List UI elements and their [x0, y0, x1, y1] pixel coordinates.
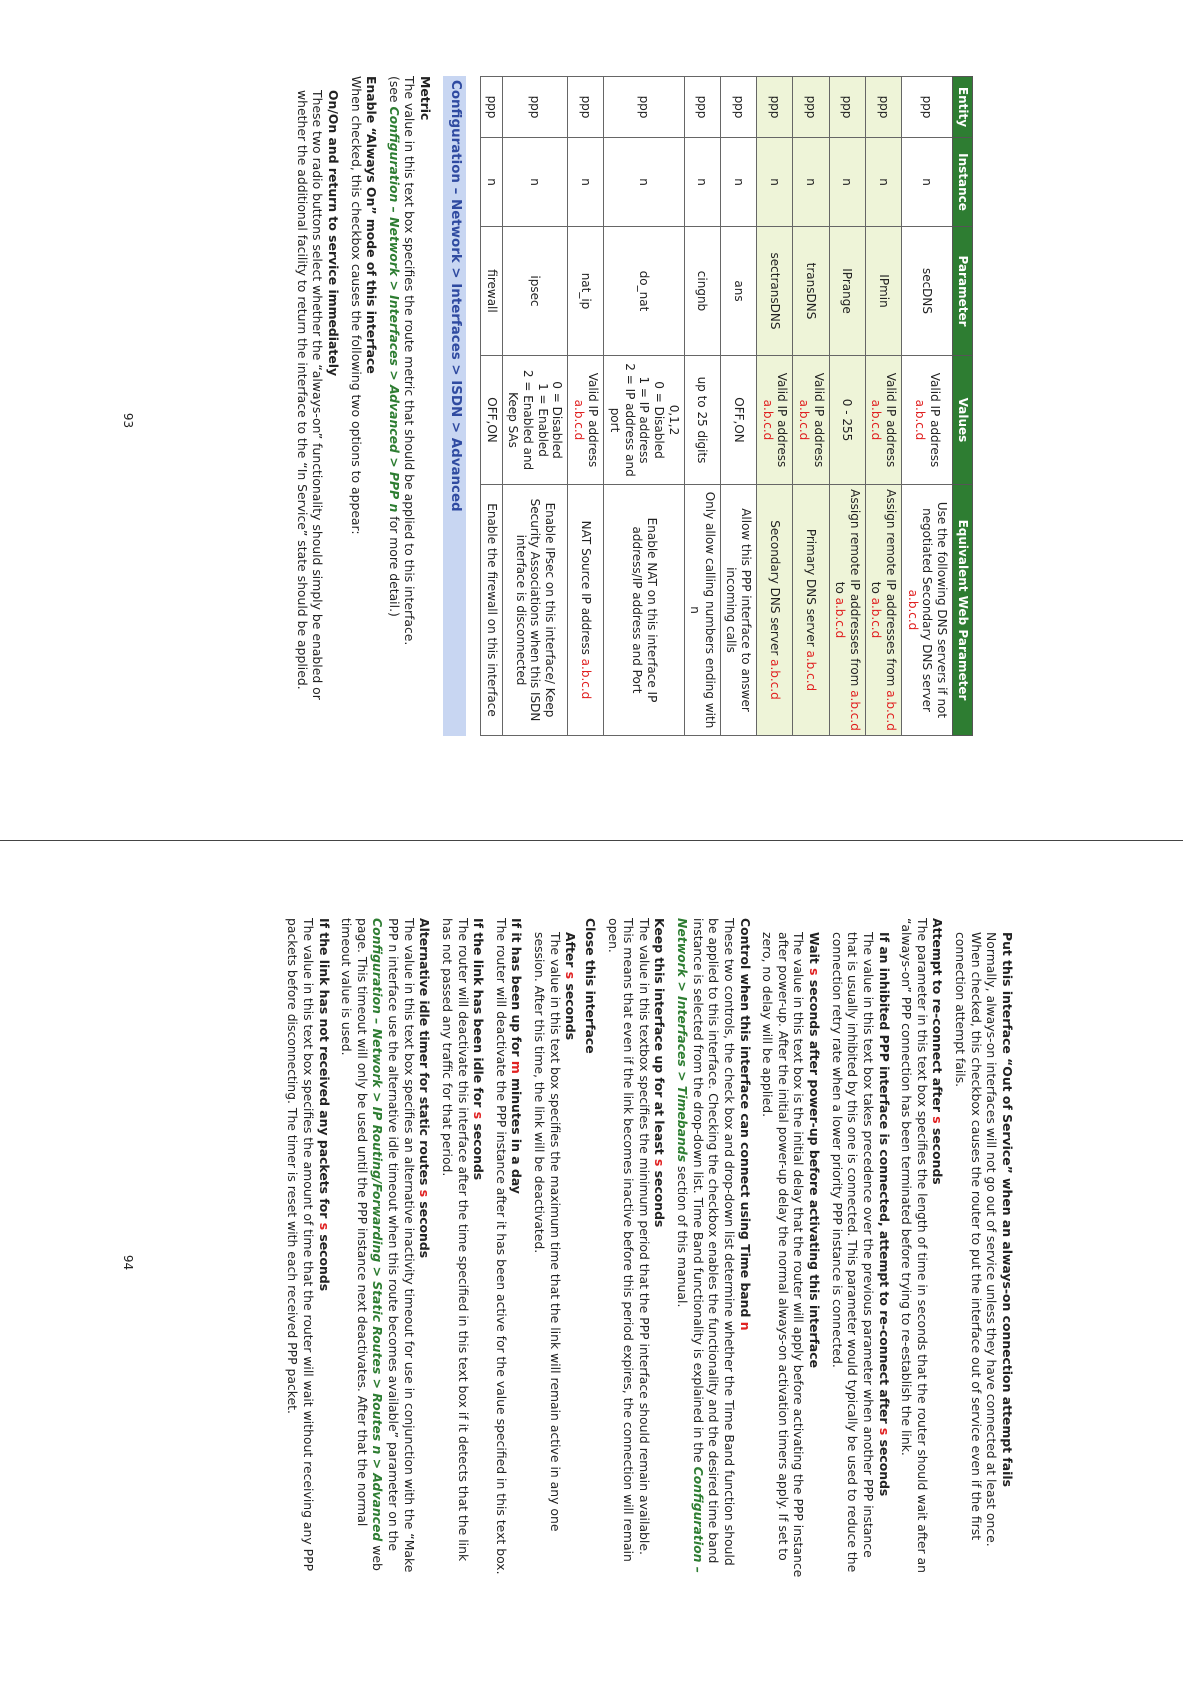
after-text: The value in this text box specifies the maximum time that the link will remain active in any one session. After this time, the link will be deactivated. — [532, 932, 563, 1532]
page-number-94: 94 — [121, 1254, 135, 1271]
always-on-heading: Enable “Always On” mode of this interface — [364, 76, 380, 374]
keepup-text: The value in this textbox specifies the minimum period that the PPP interface should remain available. This means that even if the link becomes inactive before this period expires, the connection will remain open. — [605, 918, 652, 1562]
cell-parameter: transDNS — [793, 227, 829, 356]
cell-instance: n — [502, 138, 568, 227]
idle-heading: If the link has been idle for s seconds — [471, 918, 487, 1181]
wait-text: The value in this text box is the initial delay that the router will apply before activating the PPP instance after power-up. After the initial power-up delay the normal always-on activation timers apply. If set to zero, no delay will be applied. — [760, 932, 807, 1578]
cell-parameter: sectransDNS — [757, 227, 793, 356]
table-row — [829, 77, 865, 736]
cell-entity: ppp — [829, 77, 865, 138]
cell-entity: ppp — [568, 77, 604, 138]
page-94 — [0, 842, 1183, 1683]
cell-values: 0,1,2 0 = Disabled 1 = IP address 2 = IP address and port — [604, 356, 684, 485]
metric-heading: Metric — [418, 76, 434, 121]
header-values: Values — [952, 356, 972, 485]
cell-parameter: IPrange — [829, 227, 865, 356]
cell-web-parameter: Enable the firewall on this interface — [481, 485, 503, 736]
cell-instance: n — [604, 138, 684, 227]
cell-entity: ppp — [502, 77, 568, 138]
cell-parameter: cingnb — [684, 227, 720, 356]
cell-values: Valid IP address a.b.c.d — [757, 356, 793, 485]
oos-text: Normally, always-on interfaces will not go out of service unless they have connected at least once. When checked, this checkbox causes the router to put the interface out of service even if the first connection attempt fails. — [953, 932, 1000, 1547]
cell-parameter: ipsec — [502, 227, 568, 356]
after-heading: After s seconds — [563, 932, 579, 1041]
cell-web-parameter: Assign remote IP addresses from a.b.c.d to a.b.c.d — [865, 485, 901, 736]
norecv-heading: If the link has not received any packets for s seconds — [316, 918, 332, 1292]
cell-instance: n — [568, 138, 604, 227]
always-on-text: When checked, this checkbox causes the following two options to appear: — [348, 76, 364, 535]
cell-entity: ppp — [604, 77, 684, 138]
section-title: Configuration – Network > Interfaces > ISDN > Advanced — [443, 76, 466, 736]
upfor-text: The router will deactivate the PPP instance after it has been active for the value specified in this text box. — [493, 918, 509, 1575]
parameter-table — [480, 76, 973, 736]
cell-web-parameter: Secondary DNS server a.b.c.d — [757, 485, 793, 736]
metric-link[interactable]: Configuration – Network > Interfaces > Advanced > PPP n — [386, 106, 402, 513]
onon-heading: On/On and return to service immediately — [326, 90, 341, 377]
alt-heading: Alternative idle timer for static routes s seconds — [417, 918, 433, 1259]
page-number-93: 93 — [121, 412, 135, 429]
cell-web-parameter: Primary DNS server a.b.c.d — [793, 485, 829, 736]
cell-web-parameter: Enable NAT on this interface IP address/IP address and Port — [604, 485, 684, 736]
cell-values: OFF,ON — [481, 356, 503, 485]
cell-parameter: nat_ip — [568, 227, 604, 356]
cell-web-parameter: Enable IPsec on this interface/ Keep Security Associations when this ISDN interface is disconnected — [502, 485, 568, 736]
table-row — [720, 77, 756, 736]
inhibited-text: The value in this text box takes precedence over the previous parameter when another PPP instance that is usually inhibited by this one is connected. This parameter would typically be used to reduce the connection retry rate when a lower priority PPP instance is connected. — [829, 932, 876, 1573]
table-row — [568, 77, 604, 736]
cell-values: Valid IP address a.b.c.d — [902, 356, 953, 485]
cell-instance: n — [865, 138, 901, 227]
cell-values: 0 - 255 — [829, 356, 865, 485]
cell-entity: ppp — [865, 77, 901, 138]
cell-parameter: firewall — [481, 227, 503, 356]
cell-instance: n — [829, 138, 865, 227]
cell-parameter: ans — [720, 227, 756, 356]
cell-values: up to 25 digits — [684, 356, 720, 485]
cell-entity: ppp — [684, 77, 720, 138]
table-row — [865, 77, 901, 736]
alt-text: The value in this text box specifies an alternative inactivity timeout for use in conjunction with the “Make PPP n interface use the alternative idle timeout when this route becomes available” parameter on the Configuration – Network > IP Routing/Forwarding > Static Routes > Routes n > Advanced web page. This timeout will only be used until the PPP instance next deactivates. After that the normal timeout value is used. — [339, 918, 417, 1573]
header-instance: Instance — [952, 138, 972, 227]
norecv-text: The value in this text box specifies the amount of time that the router will wait without receiving any PPP packets before disconnecting. The timer is reset with each received PPP packet. — [285, 918, 316, 1572]
reconnect-text: The parameter in this text box specifies the length of time in seconds that the router should wait after an “always-on” PPP connection has been terminated before trying to re-establish the link. — [899, 918, 930, 1574]
table-row — [481, 77, 503, 736]
cell-entity: ppp — [757, 77, 793, 138]
cell-instance: n — [757, 138, 793, 227]
cell-instance: n — [902, 138, 953, 227]
cell-web-parameter: Assign remote IP addresses from a.b.c.d to a.b.c.d — [829, 485, 865, 736]
alt-link[interactable]: Configuration – Network > IP Routing/Forwarding > Static Routes > Routes n > Advanced — [370, 918, 386, 1542]
reconnect-heading: Attempt to re-connect after s seconds — [930, 918, 946, 1185]
page-93 — [0, 0, 1183, 841]
header-parameter: Parameter — [952, 227, 972, 356]
onon-text: These two radio buttons select whether the “always-on” functionality should simply be enabled or whether the additional facility to return the interface to the “In Service” state should be applied. — [294, 90, 326, 700]
table-header-row — [952, 77, 972, 736]
cell-web-parameter: Only allow calling numbers ending with n — [684, 485, 720, 736]
cell-instance: n — [684, 138, 720, 227]
cell-values: OFF,ON — [720, 356, 756, 485]
keepup-heading: Keep this interface up for at least s seconds — [652, 918, 668, 1228]
cell-entity: ppp — [902, 77, 953, 138]
cell-values: Valid IP address a.b.c.d — [793, 356, 829, 485]
cell-parameter: do_nat — [604, 227, 684, 356]
timeband-text: These two controls, the check box and drop-down list determine whether the Time Band function should be applied to this interface. Checking the checkbox enables the functionality and the desired time band instance is selected from the drop-down list. Time Band functionality is explained in the Configuration – Network > Interfaces > Timebands section of this manual. — [675, 918, 737, 1573]
table-row — [793, 77, 829, 736]
table-row — [757, 77, 793, 736]
metric-text: The value in this text box specifies the route metric that should be applied to this interface. (see Configuration – Network > Interfaces > Advanced > PPP n for more detail.) — [386, 76, 418, 646]
table-row — [502, 77, 568, 736]
header-web-parameter: Equivalent Web Parameter — [952, 485, 972, 736]
oos-heading: Put this interface “Out of Service” when an always-on connection attempt fails — [1000, 932, 1015, 1487]
table-row — [684, 77, 720, 736]
cell-entity: ppp — [793, 77, 829, 138]
cell-web-parameter: Allow this PPP interface to answer incoming calls — [720, 485, 756, 736]
header-entity: Entity — [952, 77, 972, 138]
close-heading: Close this interface — [583, 918, 598, 1054]
cell-entity: ppp — [481, 77, 503, 138]
page-divider — [0, 840, 1183, 841]
cell-values: Valid IP address a.b.c.d — [568, 356, 604, 485]
cell-values: Valid IP address a.b.c.d — [865, 356, 901, 485]
cell-instance: n — [720, 138, 756, 227]
inhibited-heading: If an inhibited PPP interface is connected, attempt to re-connect after s seconds — [876, 932, 892, 1497]
table-row — [604, 77, 684, 736]
idle-text: The router will deactivate this interface after the time specified in this text box if it detects that the link has not passed any traffic for that period. — [440, 918, 471, 1562]
table-row — [902, 77, 953, 736]
cell-web-parameter: NAT Source IP address a.b.c.d — [568, 485, 604, 736]
timeband-link[interactable]: Configuration – Network > Interfaces > Timebands — [675, 918, 706, 1573]
cell-instance: n — [793, 138, 829, 227]
cell-values: 0 = Disabled 1 = Enabled 2 = Enabled and Keep SAs — [502, 356, 568, 485]
cell-instance: n — [481, 138, 503, 227]
cell-web-parameter: Use the following DNS servers if not negotiated Secondary DNS server a.b.c.d — [902, 485, 953, 736]
cell-parameter: secDNS — [902, 227, 953, 356]
timeband-heading: Control when this interface can connect using Time band n — [737, 918, 753, 1331]
wait-heading: Wait s seconds after power-up before activating this interface — [807, 932, 823, 1368]
upfor-heading: If it has been up for m minutes in a day — [509, 918, 525, 1194]
cell-parameter: IPmin — [865, 227, 901, 356]
cell-entity: ppp — [720, 77, 756, 138]
